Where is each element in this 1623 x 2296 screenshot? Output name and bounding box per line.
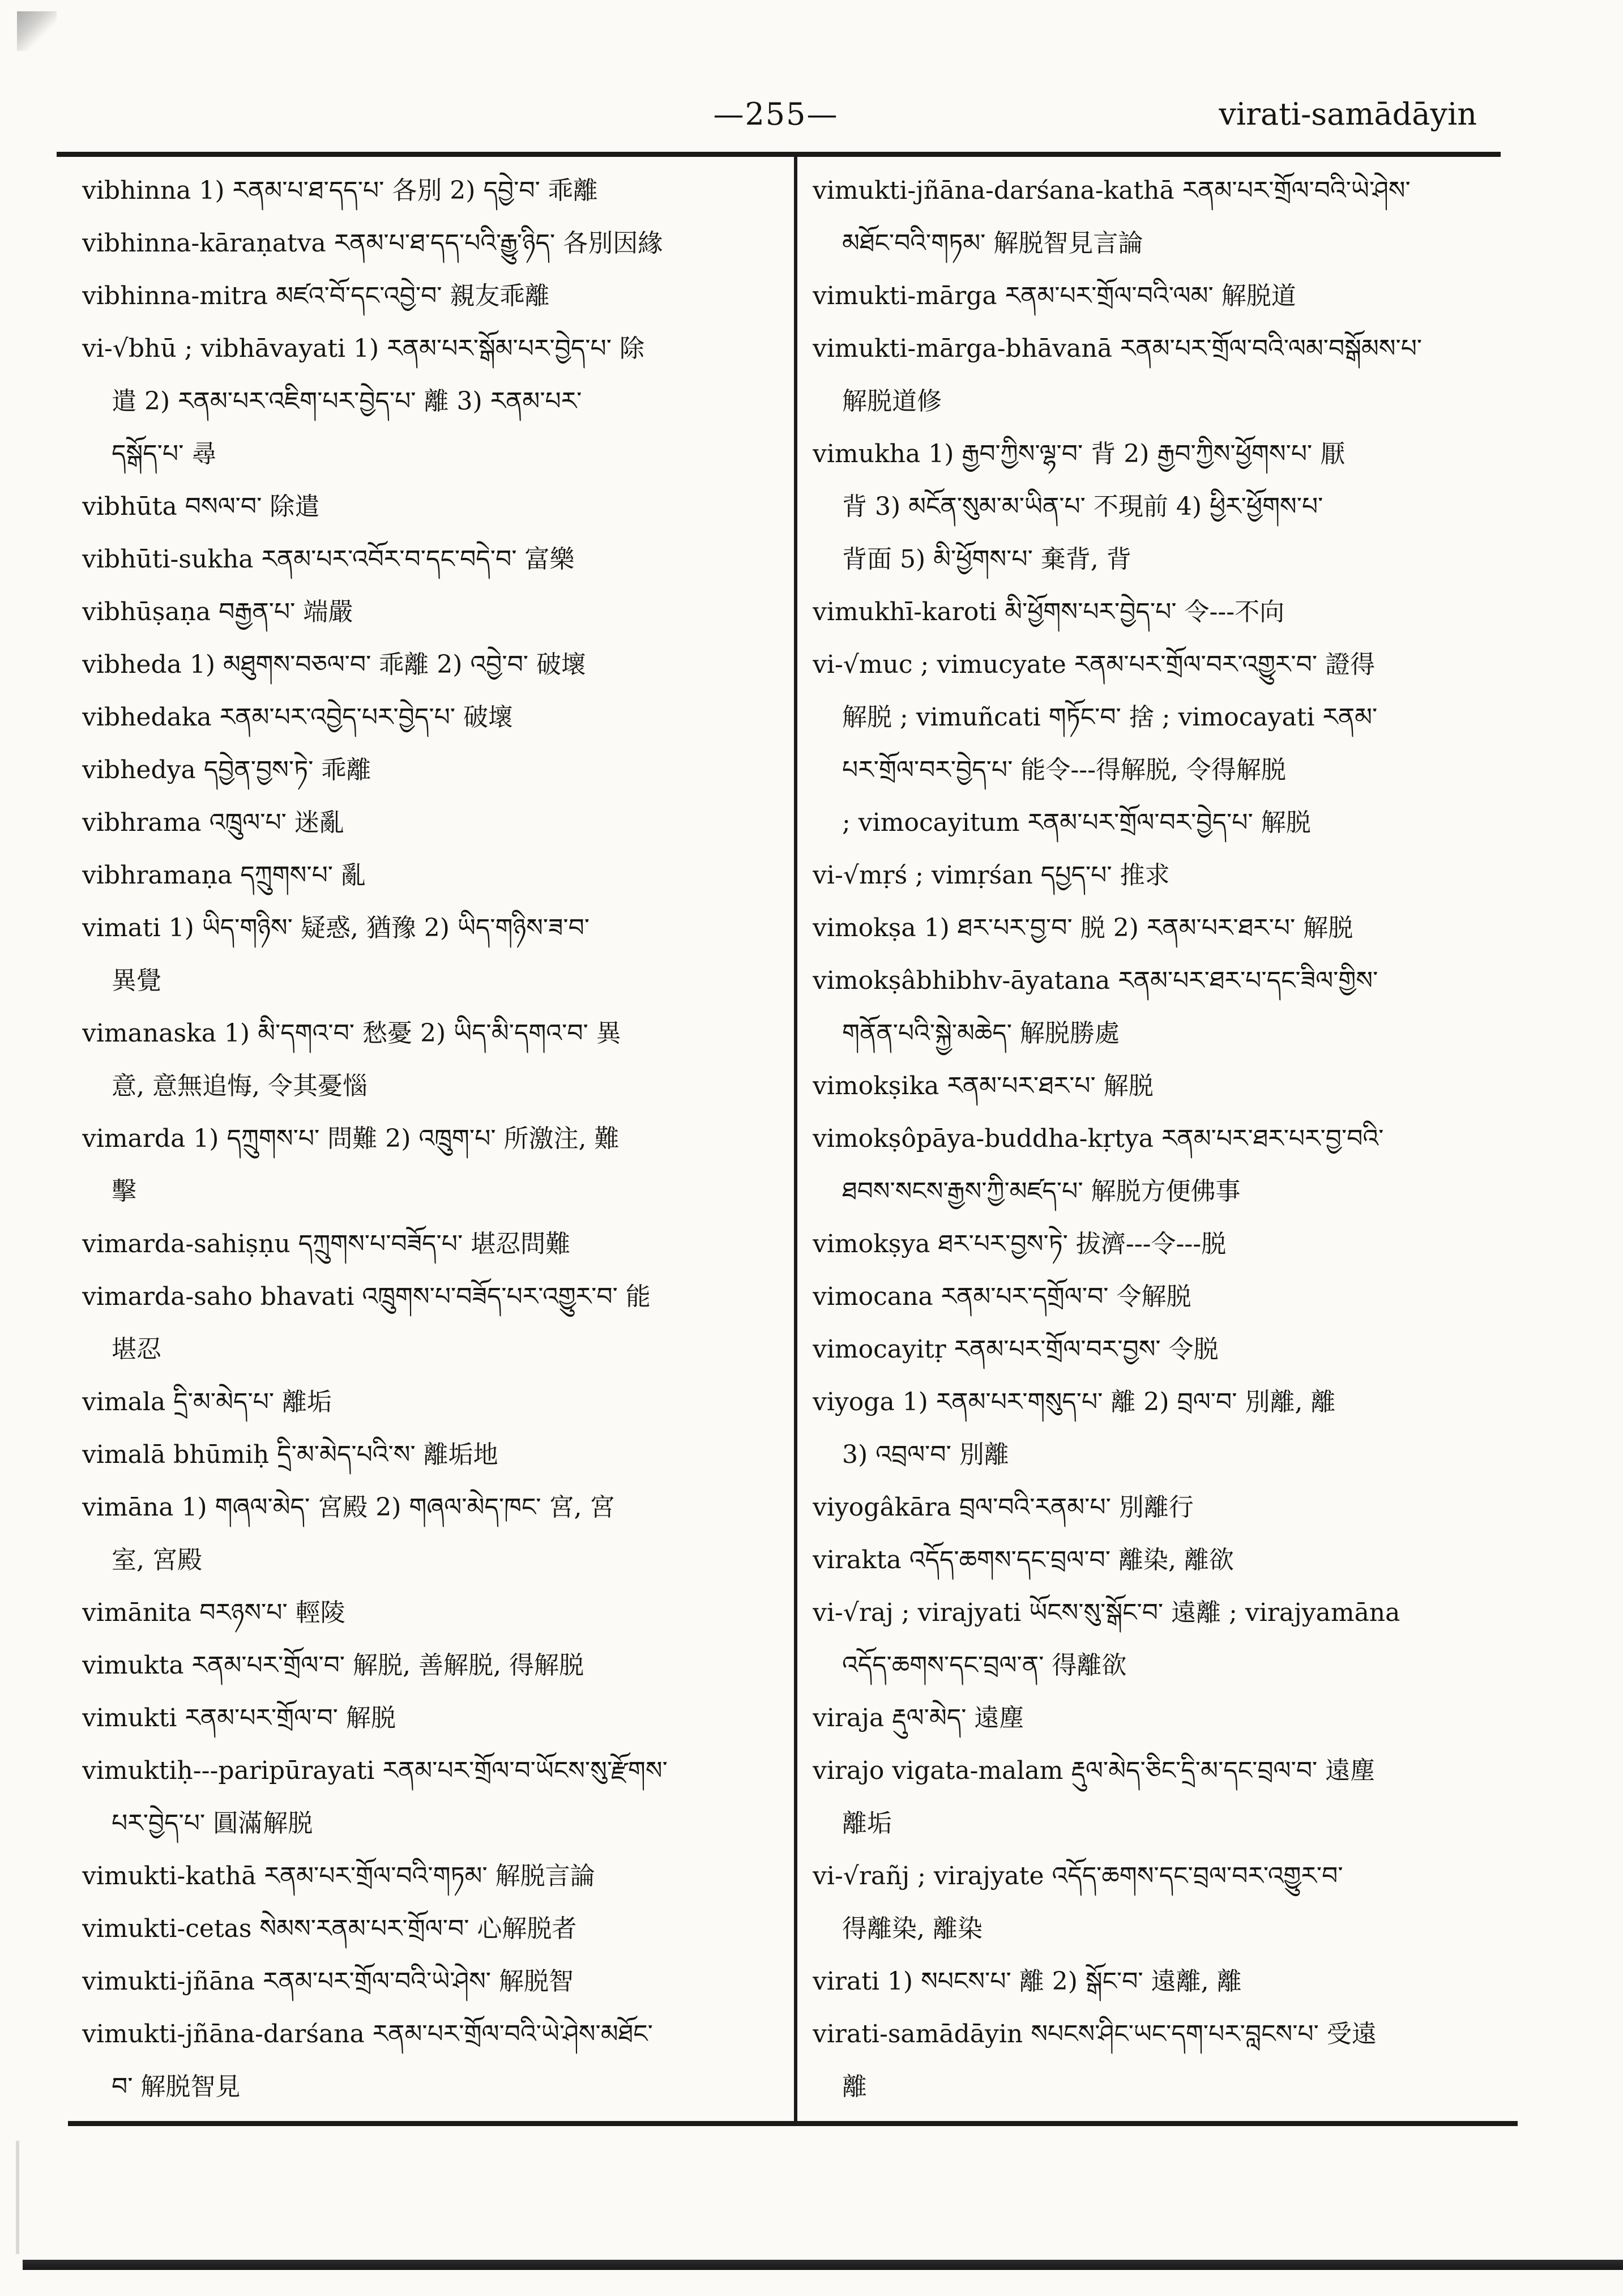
dictionary-entry [82, 270, 784, 322]
entry-line: vimati 1) ཡིད་གཉིས་ 疑惑, 猶豫 2) ཡིད་གཉིས་ཟ་བ་ [82, 914, 590, 942]
entry-continuation-line: བ་ 解脱智見 [112, 2072, 241, 2101]
entry-line: vibhinna 1) རནམ་པ་ཐ་དད་པ་ 各別 2) དབྱེ་བ་ 乖離 [82, 176, 598, 205]
entry-line: vimarda-sahiṣṇu དཀྲུགས་པ་བཟོད་པ་ 堪忍問難 [82, 1230, 571, 1258]
dictionary-entry [82, 744, 784, 796]
dictionary-entry [82, 480, 784, 533]
dictionary-entry [813, 322, 1501, 428]
entry-line: vibhinna-kāraṇatva རནམ་པ་ཐ་དད་པའི་རྒྱུ་ཉིད་ 各別因緣 [82, 229, 663, 258]
running-head: virati-samādāyin [1219, 96, 1477, 132]
dictionary-entry [813, 954, 1501, 1060]
entry-continuation-line: 離垢 [842, 1809, 892, 1838]
dictionary-entry [82, 1744, 784, 1850]
entry-line: vibhrama འཁྲུལ་པ་ 迷亂 [82, 808, 344, 837]
entry-line: vimānita བརཉས་པ་ 輕陵 [82, 1598, 345, 1627]
dictionary-entry [813, 1323, 1501, 1376]
dictionary-entry [82, 849, 784, 902]
entry-continuation-line: པར་གྲོལ་བར་བྱེད་པ་ 能令---得解脱, 令得解脱 [842, 756, 1286, 784]
dictionary-entry [82, 1902, 784, 1955]
entry-continuation-line: 背 3) མངོན་སུམ་མ་ཡིན་པ་ 不現前 4) ཕྱིར་ཕྱོགས་པ་ [842, 492, 1323, 521]
entry-line: vimukti-jñāna རནམ་པར་གྲོལ་བའི་ཡེ་ཤེས་ 解脱智 [82, 1967, 574, 1996]
entry-line: vi-√raj ; virajyati ཡོངས་སུ་སྒོང་བ་ 遠離 ; virajyamāna [813, 1598, 1400, 1627]
entry-line: vi-√mṛś ; vimṛśan དཔྱད་པ་ 推求 [813, 861, 1170, 890]
entry-line: vibhūta བསལ་བ་ 除遣 [82, 492, 320, 521]
entry-line: vimukhī-karoti མི་ཕྱོགས་པར་བྱེད་པ་ 令---不向 [813, 598, 1285, 626]
dictionary-entry [813, 849, 1501, 902]
dictionary-entry [82, 638, 784, 691]
dictionary-entry [82, 1850, 784, 1902]
entry-line: vimukti རནམ་པར་གྲོལ་བ་ 解脱 [82, 1704, 396, 1732]
entry-line: vimāna 1) གཞལ་མེད་ 宮殿 2) གཞལ་མེད་ཁང་ 宮, 宮 [82, 1493, 615, 1522]
dictionary-entry [813, 1270, 1501, 1323]
entry-continuation-line: མཐོང་བའི་གཏམ་ 解脱智見言論 [842, 229, 1143, 258]
entry-line: vibhedaka རནམ་པར་འབྱེད་པར་བྱེད་པ་ 破壞 [82, 703, 514, 732]
entry-line: vimukti-jñāna-darśana རནམ་པར་གྲོལ་བའི་ཡེ་ཤེས་མཐོང་ [82, 2020, 653, 2049]
entry-continuation-line: 背面 5) མི་ཕྱོགས་པ་ 棄背, 背 [842, 545, 1131, 574]
entry-continuation-line: 擊 [112, 1177, 136, 1206]
entry-continuation-line: 解脱 ; vimuñcati གཏོང་བ་ 捨 ; vimocayati རནམ་ [842, 703, 1378, 732]
entry-line: vibhūṣaṇa བརྒྱན་པ་ 端嚴 [82, 598, 353, 626]
left-column [82, 164, 784, 2113]
scan-corner-artifact [17, 11, 57, 51]
scan-bottom-edge [23, 2260, 1623, 2270]
dictionary-entry [813, 1060, 1501, 1112]
top-rule [57, 152, 1501, 157]
entry-continuation-line: ཐབས་སངས་རྒྱས་ཀྱི་མཛད་པ་ 解脱方便佛事 [842, 1177, 1241, 1206]
entry-line: vimukha 1) རྒྱབ་ཀྱིས་ལྷ་བ་ 背 2) རྒྱབ་ཀྱིས་ཕྱོགས་པ་ 厭 [813, 439, 1346, 468]
dictionary-entry [813, 1376, 1501, 1481]
entry-line: vimala དྲི་མ་མེད་པ་ 離垢 [82, 1388, 332, 1416]
dictionary-entry [813, 1586, 1501, 1692]
entry-continuation-line: 意, 意無追悔, 令其憂惱 [112, 1072, 368, 1100]
entry-line: vimuktiḥ---paripūrayati རནམ་པར་གྲོལ་བ་ཡོངས་སུ་རྫོགས་ [82, 1756, 668, 1785]
entry-line: virati 1) སཔངས་པ་ 離 2) སྒོང་བ་ 遠離, 離 [813, 1967, 1242, 1996]
page-header [0, 91, 1623, 153]
dictionary-entry [813, 1112, 1501, 1218]
dictionary-entry [82, 1428, 784, 1481]
dictionary-entry [813, 1955, 1501, 2008]
entry-continuation-line: ; vimocayitum རནམ་པར་གྲོལ་བར་བྱེད་པ་ 解脱 [842, 808, 1311, 837]
entry-line: vimokṣâbhibhv-āyatana རནམ་པར་ཐར་པ་དང་ཟིལ་གྱིས་ [813, 966, 1378, 995]
entry-line: vi-√rañj ; virajyate འདོད་ཆགས་དང་བྲལ་བར་འགྱུར་བ་ [813, 1862, 1343, 1890]
entry-line: vimarda-saho bhavati འཁྲུགས་པ་བཟོད་པར་འགྱུར་བ་ 能 [82, 1282, 651, 1311]
entry-continuation-line: 堪忍 [112, 1335, 161, 1364]
entry-continuation-line: 異覺 [112, 966, 161, 995]
entry-line: virati-samādāyin སཔངས་ཤིང་ཡང་དག་པར་བླངས་པ་ 受遠 [813, 2020, 1377, 2049]
entry-line: vimukti-jñāna-darśana-kathā རནམ་པར་གྲོལ་བའི་ཡེ་ཤེས་ [813, 176, 1411, 205]
dictionary-entry [82, 2008, 784, 2113]
entry-line: vimukti-cetas སེམས་རནམ་པར་གྲོལ་བ་ 心解脱者 [82, 1914, 577, 1943]
entry-line: vimarda 1) དཀྲུགས་པ་ 問難 2) འཁྲུག་པ་ 所激注, 難 [82, 1124, 620, 1153]
entry-line: viraja རྡུལ་མེད་ 遠塵 [813, 1704, 1024, 1732]
dictionary-entry [82, 1270, 784, 1376]
entry-line: vimukti-kathā རནམ་པར་གྲོལ་བའི་གཏམ་ 解脱言論 [82, 1862, 595, 1890]
entry-continuation-line: དསྒོད་པ་ 尋 [112, 439, 217, 468]
dictionary-entry [82, 1692, 784, 1744]
entry-line: vibheda 1) མཐུགས་བཅལ་བ་ 乖離 2) འབྱེ་བ་ 破壞 [82, 650, 587, 679]
dictionary-entry [82, 1481, 784, 1586]
entry-continuation-line: 室, 宮殿 [112, 1546, 202, 1574]
dictionary-entry [82, 217, 784, 270]
dictionary-entry [82, 1955, 784, 2008]
dictionary-entry [813, 638, 1501, 849]
dictionary-entry [813, 1534, 1501, 1586]
dictionary-entry [82, 1218, 784, 1270]
dictionary-entry [82, 1639, 784, 1692]
entry-continuation-line: 得離染, 離染 [842, 1914, 983, 1943]
dictionary-entry [82, 1007, 784, 1112]
dictionary-entry [813, 1218, 1501, 1270]
entry-line: viyogâkāra བྲལ་བའི་རནམ་པ་ 別離行 [813, 1493, 1194, 1522]
entry-line: vimukti-mārga རནམ་པར་གྲོལ་བའི་ལམ་ 解脱道 [813, 281, 1296, 310]
entry-line: viyoga 1) རནམ་པར་གསུད་པ་ 離 2) བྲལ་བ་ 別離, 離 [813, 1388, 1336, 1416]
dictionary-entry [813, 902, 1501, 954]
entry-line: vimokṣôpāya-buddha-kṛtya རནམ་པར་ཐར་པར་བྱ་བའི་ [813, 1124, 1384, 1153]
dictionary-entry [82, 586, 784, 638]
dictionary-entry [813, 2008, 1501, 2113]
dictionary-entry [82, 1112, 784, 1218]
dictionary-entry [813, 1692, 1501, 1744]
dictionary-entry [813, 1481, 1501, 1534]
entry-continuation-line: གནོན་པའི་སྐྱེ་མཆེད་ 解脱勝處 [842, 1019, 1120, 1048]
entry-line: vimocayitṛ རནམ་པར་གྲོལ་བར་བྱས་ 令脱 [813, 1335, 1219, 1364]
column-divider [794, 154, 797, 2124]
entry-line: vimokṣika རནམ་པར་ཐར་པ་ 解脱 [813, 1072, 1154, 1100]
bottom-rule [68, 2121, 1518, 2126]
dictionary-entry [813, 164, 1501, 270]
entry-line: vimanaska 1) མི་དགའ་བ་ 愁憂 2) ཡིད་མི་དགའ་བ་ 異 [82, 1019, 621, 1048]
dictionary-entry [813, 586, 1501, 638]
dictionary-entry [82, 691, 784, 744]
dictionary-entry [82, 322, 784, 480]
dictionary-entry [82, 164, 784, 217]
dictionary-entry [82, 533, 784, 586]
entry-continuation-line: 3) འབྲལ་བ་ 別離 [842, 1440, 1009, 1469]
entry-line: vimalā bhūmiḥ དྲི་མ་མེད་པའི་ས་ 離垢地 [82, 1440, 498, 1469]
dictionary-entry [82, 1376, 784, 1428]
entry-line: vi-√bhū ; vibhāvayati 1) རནམ་པར་སྒོམ་པར་བྱེད་པ་ 除 [82, 334, 644, 363]
entry-continuation-line: པར་བྱེད་པ་ 圓滿解脱 [112, 1809, 313, 1838]
entry-line: virakta འདོད་ཆགས་དང་བྲལ་བ་ 離染, 離欲 [813, 1546, 1234, 1574]
dictionary-entry [813, 1850, 1501, 1955]
dictionary-entry [82, 796, 784, 849]
entry-line: vimokṣa 1) ཐར་པར་བྱ་བ་ 脱 2) རནམ་པར་ཐར་པ་ 解脱 [813, 914, 1353, 942]
entry-line: vibhūti-sukha རནམ་པར་འབོར་བ་དང་བདེ་བ་ 富樂 [82, 545, 575, 574]
entry-line: vimocana རནམ་པར་དགྲོལ་བ་ 令解脱 [813, 1282, 1191, 1311]
entry-line: vimukta རནམ་པར་གྲོལ་བ་ 解脱, 善解脱, 得解脱 [82, 1651, 584, 1680]
right-column [813, 164, 1501, 2113]
entry-continuation-line: 遣 2) རནམ་པར་འཇིག་པར་བྱེད་པ་ 離 3) རནམ་པར་ [112, 387, 582, 416]
dictionary-entry [813, 270, 1501, 322]
dictionary-entry [82, 1586, 784, 1639]
entry-line: vimokṣya ཐར་པར་བྱས་ཏེ་ 拔濟---令---脱 [813, 1230, 1227, 1258]
entry-continuation-line: 離 [842, 2072, 867, 2101]
entry-continuation-line: 解脱道修 [842, 387, 942, 416]
entry-line: vibhramaṇa དཀྲུགས་པ་ 亂 [82, 861, 366, 890]
dictionary-entry [813, 1744, 1501, 1850]
page-number: —255— [713, 96, 839, 132]
dictionary-entry [82, 902, 784, 1007]
entry-line: vi-√muc ; vimucyate རནམ་པར་གྲོལ་བར་འགྱུར་བ་ 證得 [813, 650, 1376, 679]
entry-line: vibhedya དབྱེན་བྱས་ཏེ་ 乖離 [82, 756, 371, 784]
dictionary-entry [813, 428, 1501, 586]
entry-line: vimukti-mārga-bhāvanā རནམ་པར་གྲོལ་བའི་ལམ་བསྒོམས་པ་ [813, 334, 1423, 363]
entry-line: vibhinna-mitra མཛའ་བོ་དང་འབྱེ་བ་ 親友乖離 [82, 281, 550, 310]
entry-line: virajo vigata-malam རྡུལ་མེད་ཅིང་དྲི་མ་དང་བྲལ་བ་ 遠塵 [813, 1756, 1376, 1785]
entry-continuation-line: འདོད་ཆགས་དང་བྲལ་ན་ 得離欲 [842, 1651, 1127, 1680]
scan-edge-artifact [16, 2141, 19, 2254]
